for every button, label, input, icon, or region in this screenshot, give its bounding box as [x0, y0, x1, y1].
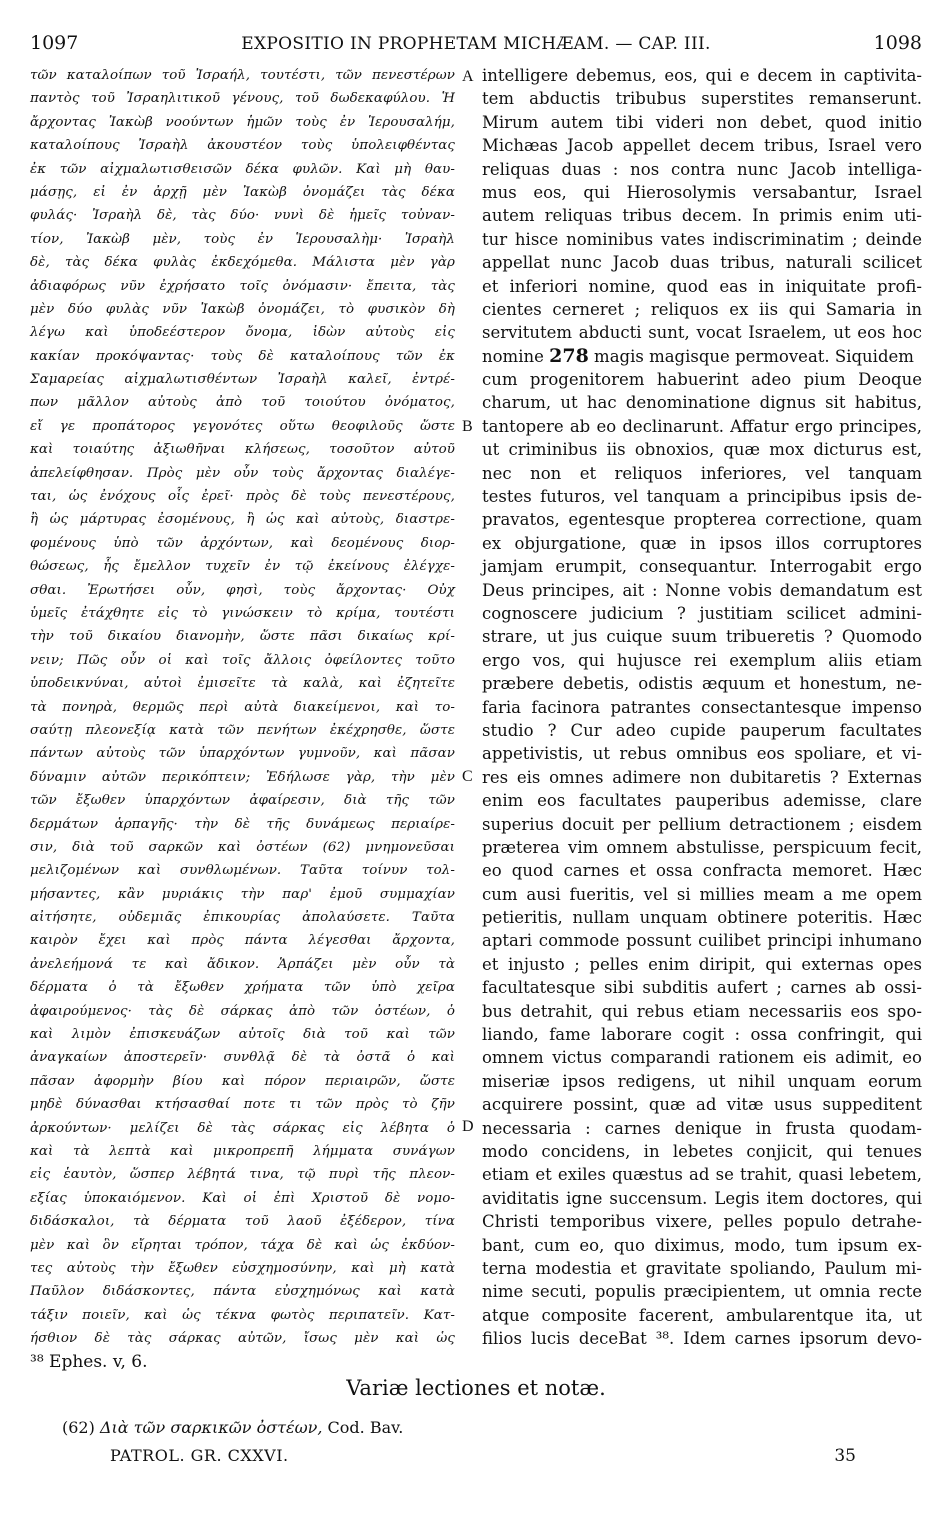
variant-reading	[62, 1418, 403, 1437]
greek-line: σιν, διὰ τοῦ σαρκῶν καὶ ὀστέων (62) μνημονεῦσαι	[30, 839, 455, 855]
latin-line: ut criminibus iis obnoxios, quæ mox dicturus est,	[482, 440, 922, 460]
latin-line: miseriæ ipsos redigens, ut nihil unquam eorum	[482, 1071, 922, 1091]
greek-line: τίον, Ἰακὼβ μὲν, τοὺς ἐν Ἱερουσαλὴμ· Ἰσραὴλ	[30, 231, 455, 247]
greek-line: τάξιν ποιεῖν, καὶ ὡς τέκνα φωτὸς περιπατεῖν. Κατ-	[30, 1307, 455, 1323]
greek-line: φυλάς· Ἰσραὴλ δὲ, τὰς δύο· νυνὶ δὲ ἡμεῖς τοὐναν-	[30, 208, 455, 224]
latin-line: facultatesque sibi subditis aufert ; carnes ab ossi-	[482, 978, 922, 998]
latin-line: ergo vos, qui hujusce rei exemplum aliis etiam	[482, 650, 922, 670]
latin-line: eo quod carnes et ossa confracta memoret. Hæc	[482, 861, 922, 881]
greek-line: τῶν καταλοίπων τοῦ Ἰσραήλ, τουτέστι, τῶν πενεστέρων	[30, 68, 455, 83]
greek-line: τες αὐτοὺς τὴν ἔξωθεν εὐσχημοσύνην, καὶ μὴ κατὰ	[30, 1260, 455, 1276]
latin-line-colnum	[482, 345, 922, 368]
latin-line: mus eos, qui Hierosolymis versabantur, Israel	[482, 182, 922, 202]
latin-line: autem reliquas tribus decem. In primis enim uti-	[482, 206, 922, 226]
greek-line: μὲν δύο φυλὰς νῦν Ἰακὼβ ὀνομάζει, τὸ φυσικὸν δὴ	[30, 301, 455, 317]
greek-line: Παῦλον διδάσκοντες, πάντα εὐσχημόνως καὶ κατὰ	[30, 1284, 455, 1300]
right-column-number: 1098	[873, 32, 922, 54]
greek-line: εξίας ὑποκαιόμενον. Καὶ οἱ ἐπὶ Χριστοῦ δὲ νομο-	[30, 1190, 455, 1206]
greek-line: ἀρκούντων· μελίζει δὲ τὰς σάρκας εἰς λέβητα ὁ	[30, 1120, 455, 1136]
greek-line: μελιζομένων καὶ συνθλωμένων. Ταῦτα τοίνυν τολ-	[30, 863, 455, 879]
greek-line: μὲν καὶ ὃν εἴρηται τρόπον, τάχα δὲ καὶ ὡς ἐκδύον-	[30, 1237, 455, 1253]
latin-line: omnem victus comparandi rationem eis adimit, eo	[482, 1048, 922, 1068]
latin-line: strare, ut jus cuique suum tribueretis ? Quomodo	[482, 627, 922, 647]
greek-line: καὶ τοιαύτης ἀξιωθῆναι κλήσεως, τοσοῦτον αὐτοῦ	[30, 442, 455, 458]
latin-line: faria facinora patrantes consectantesque impenso	[482, 697, 922, 717]
latin-line: Christi temporibus vixere, pelles populo detrahe-	[482, 1212, 922, 1232]
latin-line: intelligere debemus, eos, qui e decem in captivita-	[482, 66, 922, 85]
greek-line: τὰ πονηρὰ, θερμῶς περὶ αὐτὰ διακείμενοι, καὶ το-	[30, 699, 455, 715]
page-number: 35	[834, 1446, 856, 1466]
latin-line: necessaria : carnes denique in frusta quodam-	[482, 1118, 922, 1138]
latin-line: præbere debetis, odistis æquum et honestum, ne-	[482, 674, 922, 694]
greek-line: ἀναγκαίων ἀποστερεῖν· συνθλᾷ δὲ τὰ ὀστᾶ ὁ καὶ	[30, 1050, 455, 1066]
greek-text-column	[30, 64, 455, 1347]
greek-line: ἀνελεήμονά τε καὶ ἄδικον. Ἁρπάζει μὲν οὖν τὰ	[30, 956, 455, 972]
variant-greek: Διὰ τῶν σαρκικῶν ὀστέων,	[99, 1418, 323, 1437]
latin-line: enim eos facultates pauperibus ademisse, clare	[482, 791, 922, 811]
latin-line: etiam et exiles quæstus ad se trahit, quasi lebetem,	[482, 1165, 922, 1185]
latin-line: jamjam erumpit, consequantur. Interrogabit ergo	[482, 557, 922, 577]
latin-text-column	[482, 64, 922, 1349]
greek-line: ἢ ὡς μάρτυρας ἐσομένους, ἢ ὡς καὶ αὐτοὺς, διαστρε-	[30, 512, 455, 528]
footnote: ³⁸ Ephes. v, 6.	[30, 1352, 148, 1372]
greek-line: σθαι. Ἐρωτήσει οὖν, φησὶ, τοὺς ἄρχοντας· Οὐχ	[30, 582, 455, 598]
greek-line: ται, ὡς ἐνόχους οἷς ἐρεῖ· πρὸς δὲ τοὺς πενεστέρους,	[30, 489, 455, 505]
left-column-number: 1097	[30, 32, 79, 54]
greek-line: μηδὲ δύνασθαι κτήσασθαί ποτε τι τῶν πρὸς τὸ ζῆν	[30, 1097, 455, 1113]
margin-letter-b: B	[462, 418, 473, 435]
greek-line: ἀφαιρούμενος· τὰς δὲ σάρκας ἀπὸ τῶν ὀστέων, ὁ	[30, 1003, 455, 1019]
greek-line: μάσῃς, εἰ ἐν ἀρχῇ μὲν Ἰακὼβ ὀνομάζει τὰς δέκα	[30, 184, 455, 200]
variant-number: (62)	[62, 1418, 100, 1437]
greek-line: δύναμιν αὐτῶν περικόπτειν; Ἐδήλωσε γὰρ, τὴν μὲν	[30, 769, 455, 785]
margin-letter-d: D	[462, 1118, 474, 1135]
latin-line: terna modestia et gravitate spoliando, Paulum mi-	[482, 1258, 922, 1278]
latin-line: servitutem abducti sunt, vocat Israelem, ut eos hoc	[482, 323, 922, 343]
greek-line: διδάσκαλοι, τὰ δέρματα τοῦ λαοῦ ἐξέδερον, τίνα	[30, 1214, 455, 1230]
latin-line: res eis omnes adimere non dubitaretis ? Externas	[482, 767, 922, 787]
latin-line: præterea vim omnem abstulisse, perspicuum fecit,	[482, 837, 922, 857]
greek-line: μήσαντες, κἂν μυριάκις τὴν παρ' ἐμοῦ συμμαχίαν	[30, 886, 455, 902]
greek-line: εἰς ἑαυτὸν, ὥσπερ λέβητά τινα, τῷ πυρὶ τῆς πλεον-	[30, 1167, 455, 1183]
latin-line: ex objurgatione, quæ in ipsos illos corruptores	[482, 533, 922, 553]
latin-line: cum ausi fueritis, vel si millies meam a me opem	[482, 884, 922, 904]
greek-line: ἀδιαφόρως νῦν ἐχρήσατο τοῖς ὀνόμασιν· ἔπειτα, τὰς	[30, 278, 455, 294]
greek-line: καιρὸν ἔχει καὶ πρὸς πάντα λέγεσθαι ἄρχοντα,	[30, 933, 455, 949]
running-title: EXPOSITIO IN PROPHETAM MICHÆAM. — CAP. III.	[241, 34, 711, 54]
greek-line: παντὸς τοῦ Ἰσραηλιτικοῦ γένους, τοῦ δωδεκαφύλου. Ἡ	[30, 91, 455, 107]
latin-line: petieritis, nullam unquam obtinere poteritis. Hæc	[482, 908, 922, 928]
variant-source: Cod. Bav.	[322, 1418, 404, 1437]
latin-line: cum progenitorem habuerint adeo pium Deoque	[482, 370, 922, 390]
greek-line: κακίαν προκόψαντας· τοὺς δὲ καταλοίπους τῶν ἐκ	[30, 348, 455, 364]
greek-line: δερμάτων ἁρπαγῆς· τὴν δὲ τῆς δυνάμεως περιαίρε-	[30, 816, 455, 832]
greek-line: τῶν ἔξωθεν ὑπαρχόντων ἀφαίρεσιν, διὰ τῆς τῶν	[30, 793, 455, 809]
latin-line: nec non et reliquos inferiores, vel tanquam	[482, 463, 922, 483]
latin-line: Deus principes, ait : Nonne vobis demandatum est	[482, 580, 922, 600]
variae-lectiones-heading: Variæ lectiones et notæ.	[346, 1376, 606, 1400]
latin-line: aptari commode possunt cuilibet principi inhumano	[482, 931, 922, 951]
latin-line: bant, cum eo, quo diximus, modo, tum ipsum ex-	[482, 1235, 922, 1255]
greek-line: ἀπελείφθησαν. Πρὸς μὲν οὖν τοὺς ἄρχοντας διαλέγε-	[30, 465, 455, 481]
latin-line: filios lucis deceBat ³⁸. Idem carnes ipsorum devo-	[482, 1329, 922, 1349]
latin-line: cognoscere judicium ? justitiam scilicet admini-	[482, 603, 922, 623]
latin-line: tem abductis tribubus superstites remanserunt.	[482, 89, 922, 109]
patrologia-signature: PATROL. GR. CXXVI.	[110, 1446, 289, 1465]
greek-line: σαύτῃ πλεονεξίᾳ κατὰ τῶν πενήτων ἐκέχρησθε, ὥστε	[30, 722, 455, 738]
greek-line: λέγω καὶ ὑποδεέστερον ὄνομα, ἰδὼν αὐτοὺς εἰς	[30, 325, 455, 341]
greek-line: φομένους ὑπὸ τῶν ἀρχόντων, καὶ δεομένους διορ-	[30, 535, 455, 551]
latin-line: atque composite facerent, ambularentque ita, ut	[482, 1305, 922, 1325]
latin-line: Mirum autem tibi videri non debet, quod initio	[482, 112, 922, 132]
latin-line: acquirere possint, quæ ad vitæ usus suppeditent	[482, 1095, 922, 1115]
greek-line: θώσεως, ἧς ἔμελλον τυχεῖν ἐν τῷ ἐκείνους ἐλέγχε-	[30, 559, 455, 575]
latin-line: charum, ut hac denominatione dignus sit habitus,	[482, 393, 922, 413]
latin-line: cientes cerneret ; reliquos ex iis qui Samaria in	[482, 299, 922, 319]
greek-line: αἰτήσητε, οὐδεμιᾶς ἐπικουρίας ἀπολαύσετε. Ταῦτα	[30, 910, 455, 926]
latin-line: testes futuros, vel tanquam a principibus ipsis de-	[482, 487, 922, 507]
margin-letter-a: A	[462, 68, 474, 85]
latin-line: Michæas Jacob appellet decem tribus, Israel vero	[482, 136, 922, 156]
latin-line: superius docuit per pellium detractionem ; eisdem	[482, 814, 922, 834]
latin-line: modo concidens, in lebetes conjicit, qui tenues	[482, 1141, 922, 1161]
latin-line: tantopere ab eo declinarunt. Affatur ergo principes,	[482, 416, 922, 436]
latin-line: appellat nunc Jacob duas tribus, naturali scilicet	[482, 253, 922, 273]
greek-line: καὶ λιμὸν ἐπισκευάζων αὐτοῖς διὰ τοῦ καὶ τῶν	[30, 1027, 455, 1043]
greek-line: πων μᾶλλον αὐτοὺς ἀπὸ τοῦ τοιούτου ὀνόματος,	[30, 395, 455, 411]
greek-line: ἄρχοντας Ἰακὼβ νοούντων ἡμῶν τοὺς ἐν Ἱερουσαλήμ,	[30, 114, 455, 130]
greek-line: ὑμεῖς ἐτάχθητε εἰς τὸ γινώσκειν τὸ κρίμα, τουτέστι	[30, 605, 455, 621]
latin-line: appetivistis, ut rebus omnibus eos spoliare, et vi-	[482, 744, 922, 764]
latin-line: reliquas duas : nos contra nunc Jacob intelliga-	[482, 159, 922, 179]
latin-line-fragment: nomine	[482, 346, 550, 366]
greek-line: εἴ γε προπάτορος γεγονότες οὕτω θεοφιλοῦς ὥστε	[30, 418, 455, 434]
latin-line: studio ? Cur adeo cupide pauperum facultates	[482, 720, 922, 740]
greek-line: ὑποδεικνύναι, αὐτοὶ ἐμισεῖτε τὰ καλὰ, καὶ ἐζητεῖτε	[30, 676, 455, 692]
latin-line: liando, fame laborare cogit : ossa confringit, qui	[482, 1025, 922, 1045]
running-header	[30, 32, 922, 58]
latin-line: bus detrahit, qui rebus etiam necessariis eos spo-	[482, 1001, 922, 1021]
latin-line: aviditatis igne succensum. Legis item doctores, qui	[482, 1188, 922, 1208]
greek-line: δέρματα ὁ τὰ ἔξωθεν χρήματα τῶν ὑπὸ χεῖρα	[30, 980, 455, 996]
greek-line: δὲ, τὰς δέκα φυλὰς ἐκδεχόμεθα. Μάλιστα μὲν γὰρ	[30, 255, 455, 271]
latin-line: et injusto ; pelles enim diripit, qui externas opes	[482, 954, 922, 974]
greek-line: ἐκ τῶν αἰχμαλωτισθεισῶν δέκα φυλῶν. Καὶ μὴ θαυ-	[30, 161, 455, 177]
greek-line: καὶ τὰ λεπτὰ καὶ μικροπρεπῆ λήμματα συνάγων	[30, 1143, 455, 1159]
latin-line-fragment: magis magisque permoveat. Siquidem	[588, 346, 914, 366]
greek-line: Σαμαρείας αἰχμαλωτισθέντων Ἰσραὴλ καλεῖ, ἐντρέ-	[30, 372, 455, 388]
latin-line: tur hisce nominibus vates indiscriminatim ; deinde	[482, 229, 922, 249]
margin-letter-c: C	[462, 768, 473, 785]
greek-line: τὴν τοῦ δικαίου διανομὴν, ὥστε πᾶσι δικαίως κρί-	[30, 629, 455, 645]
greek-line: νειν; Πῶς οὖν οἱ καὶ τοῖς ἄλλοις ὀφείλοντες τοῦτο	[30, 652, 455, 668]
latin-line: et inferiori nomine, quod eas in iniquitate profi-	[482, 276, 922, 296]
latin-line: nime secuti, populis præcipientem, ut omnia recte	[482, 1282, 922, 1302]
greek-line: πᾶσαν ἀφορμὴν βίου καὶ πόρον περιαιρῶν, ὥστε	[30, 1073, 455, 1089]
latin-line: pravatos, egentesque propterea correctione, quam	[482, 510, 922, 530]
greek-line: ήσθιον δὲ τὰς σάρκας αὐτῶν, ἴσως μὲν καὶ ὡς	[30, 1331, 455, 1347]
greek-line: καταλοίπους Ἰσραὴλ ἀκουστέον τοὺς ὑπολειφθέντας	[30, 138, 455, 154]
greek-line: πάντων αὐτοὺς τῶν ὑπαρχόντων γυμνοῦν, καὶ πᾶσαν	[30, 746, 455, 762]
migne-column-number: 278	[549, 344, 589, 367]
